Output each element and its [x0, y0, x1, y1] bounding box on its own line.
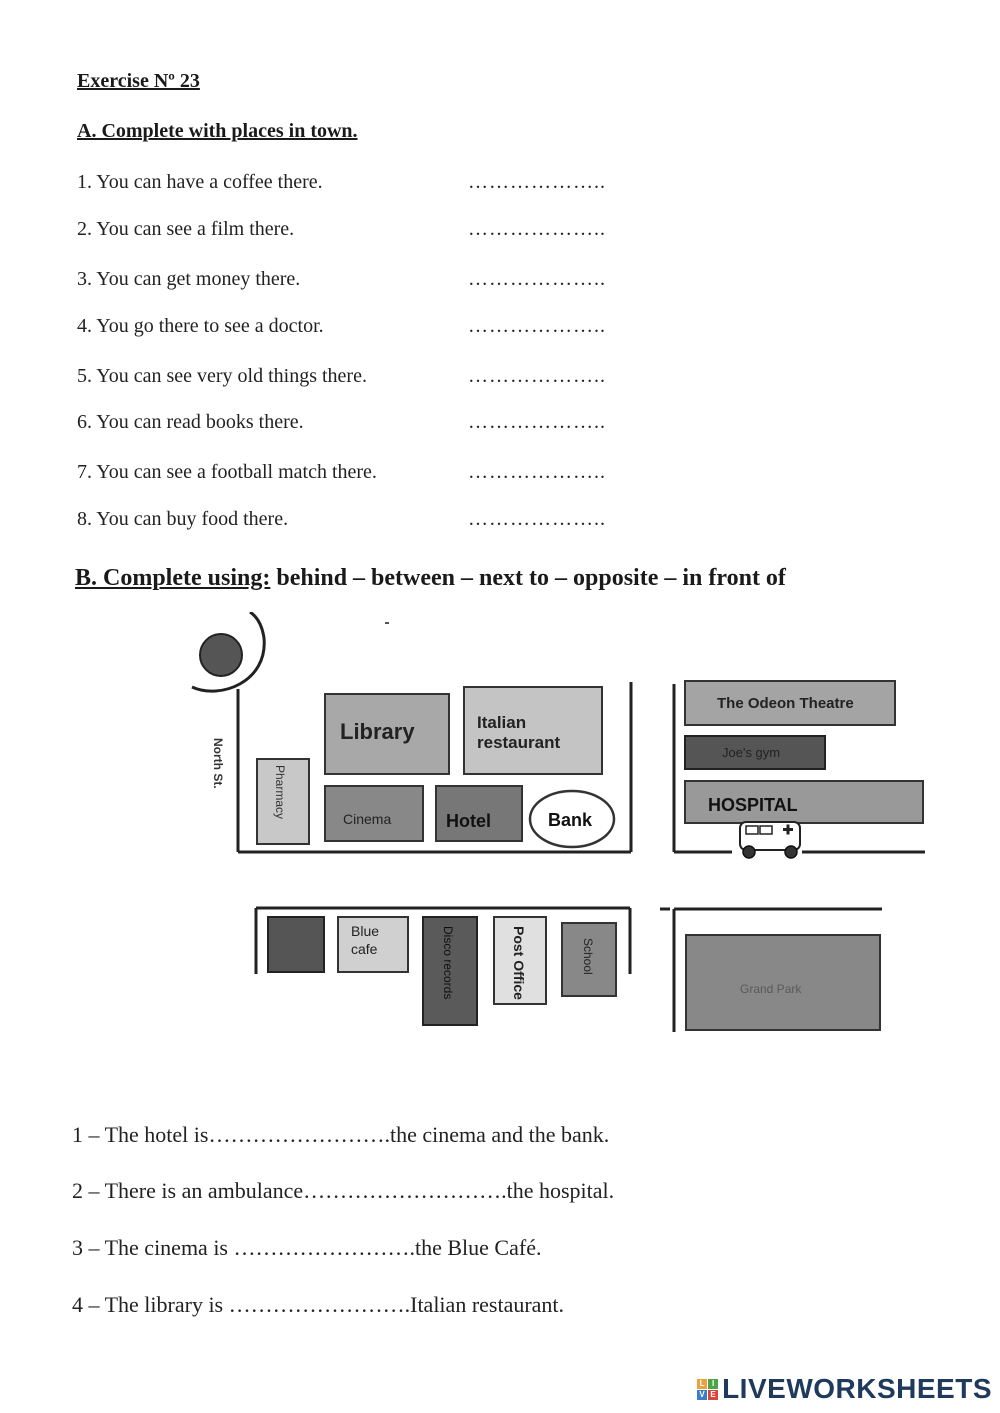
section-b-words: behind – between – next to – opposite – in front of — [270, 565, 786, 591]
answer-blank-a-3[interactable]: ……………….. — [468, 268, 606, 290]
question-number: 5. — [77, 365, 92, 387]
answer-blank-a-2[interactable]: ……………….. — [468, 218, 606, 240]
unlabeled-building — [268, 917, 324, 972]
question-text: You can see a football match there. — [96, 461, 377, 483]
town-map — [180, 612, 940, 1042]
section-b-label: B. Complete using: — [75, 565, 271, 591]
logo-icon — [697, 1379, 718, 1400]
odeon-theatre-label: The Odeon Theatre — [717, 695, 854, 712]
answer-blank-a-5[interactable]: ……………….. — [468, 365, 606, 387]
disco-records-label: Disco records — [441, 926, 455, 1000]
question-a-8 — [77, 508, 288, 531]
blue-cafe-label-2: cafe — [351, 941, 378, 957]
answer-blank-a-7[interactable]: ……………….. — [468, 461, 606, 483]
question-text: You can see very old things there. — [96, 365, 367, 387]
answer-blank-a-1[interactable]: ……………….. — [468, 171, 606, 193]
question-number: 4. — [77, 315, 92, 337]
question-b-4: 4 – The library is …………………….Italian restaurant. — [72, 1292, 565, 1317]
hospital-label: HOSPITAL — [708, 795, 798, 815]
question-a-6 — [77, 411, 304, 434]
pharmacy-label: Pharmacy — [273, 765, 287, 820]
logo-text: LIVEWORKSHEETS — [722, 1373, 992, 1404]
question-b-1: 1 – The hotel is…………………….the cinema and the bank. — [72, 1122, 610, 1147]
answer-blank-a-4[interactable]: ……………….. — [468, 315, 606, 337]
question-text: You can see a film there. — [96, 218, 295, 240]
question-number: 8. — [77, 508, 92, 530]
school-label: School — [581, 938, 595, 975]
question-text: You can read books there. — [96, 411, 304, 433]
cinema-label: Cinema — [343, 811, 392, 827]
italian-restaurant-label-2: restaurant — [477, 733, 561, 752]
question-a-7 — [77, 461, 377, 484]
liveworksheets-logo[interactable] — [697, 1373, 992, 1405]
question-a-4 — [77, 315, 324, 338]
post-office-label: Post Office — [511, 926, 527, 1000]
question-text: You go there to see a doctor. — [96, 315, 324, 337]
question-number: 6. — [77, 411, 92, 433]
hotel-label: Hotel — [446, 811, 491, 831]
question-a-5 — [77, 365, 367, 388]
logo-tile-v: V — [697, 1390, 707, 1400]
question-a-3 — [77, 268, 300, 291]
question-number: 7. — [77, 461, 92, 483]
italian-restaurant-label-1: Italian — [477, 713, 527, 732]
question-number: 3. — [77, 268, 92, 290]
question-a-1 — [77, 171, 323, 194]
answer-blank-a-8[interactable]: ……………….. — [468, 508, 606, 530]
library-label: Library — [340, 719, 415, 744]
ambulance-icon — [740, 822, 800, 858]
logo-tile-e: E — [708, 1390, 718, 1400]
logo-tile-i: I — [708, 1379, 718, 1389]
logo-tile-l: L — [697, 1379, 707, 1389]
question-text: You can have a coffee there. — [96, 171, 323, 193]
answer-blank-a-6[interactable]: ……………….. — [468, 411, 606, 433]
bank-label: Bank — [548, 810, 593, 830]
roundabout-circle — [200, 634, 242, 676]
question-b-3: 3 – The cinema is …………………….the Blue Café. — [72, 1235, 542, 1260]
gym-label: Joe's gym — [722, 745, 781, 760]
exercise-title: Exercise Nº 23 — [77, 70, 200, 92]
blue-cafe-label-1: Blue — [351, 923, 380, 939]
question-text: You can get money there. — [96, 268, 301, 290]
question-a-2 — [77, 218, 294, 241]
question-number: 1. — [77, 171, 92, 193]
section-a-title: A. Complete with places in town. — [77, 120, 358, 142]
question-b-2: 2 – There is an ambulance……………………….the hospital. — [72, 1178, 615, 1203]
question-text: You can buy food there. — [96, 508, 289, 530]
section-b-title — [75, 565, 786, 592]
question-number: 2. — [77, 218, 92, 240]
grand-park-label: Grand Park — [740, 982, 802, 996]
street-label-north: North St. — [211, 738, 225, 789]
